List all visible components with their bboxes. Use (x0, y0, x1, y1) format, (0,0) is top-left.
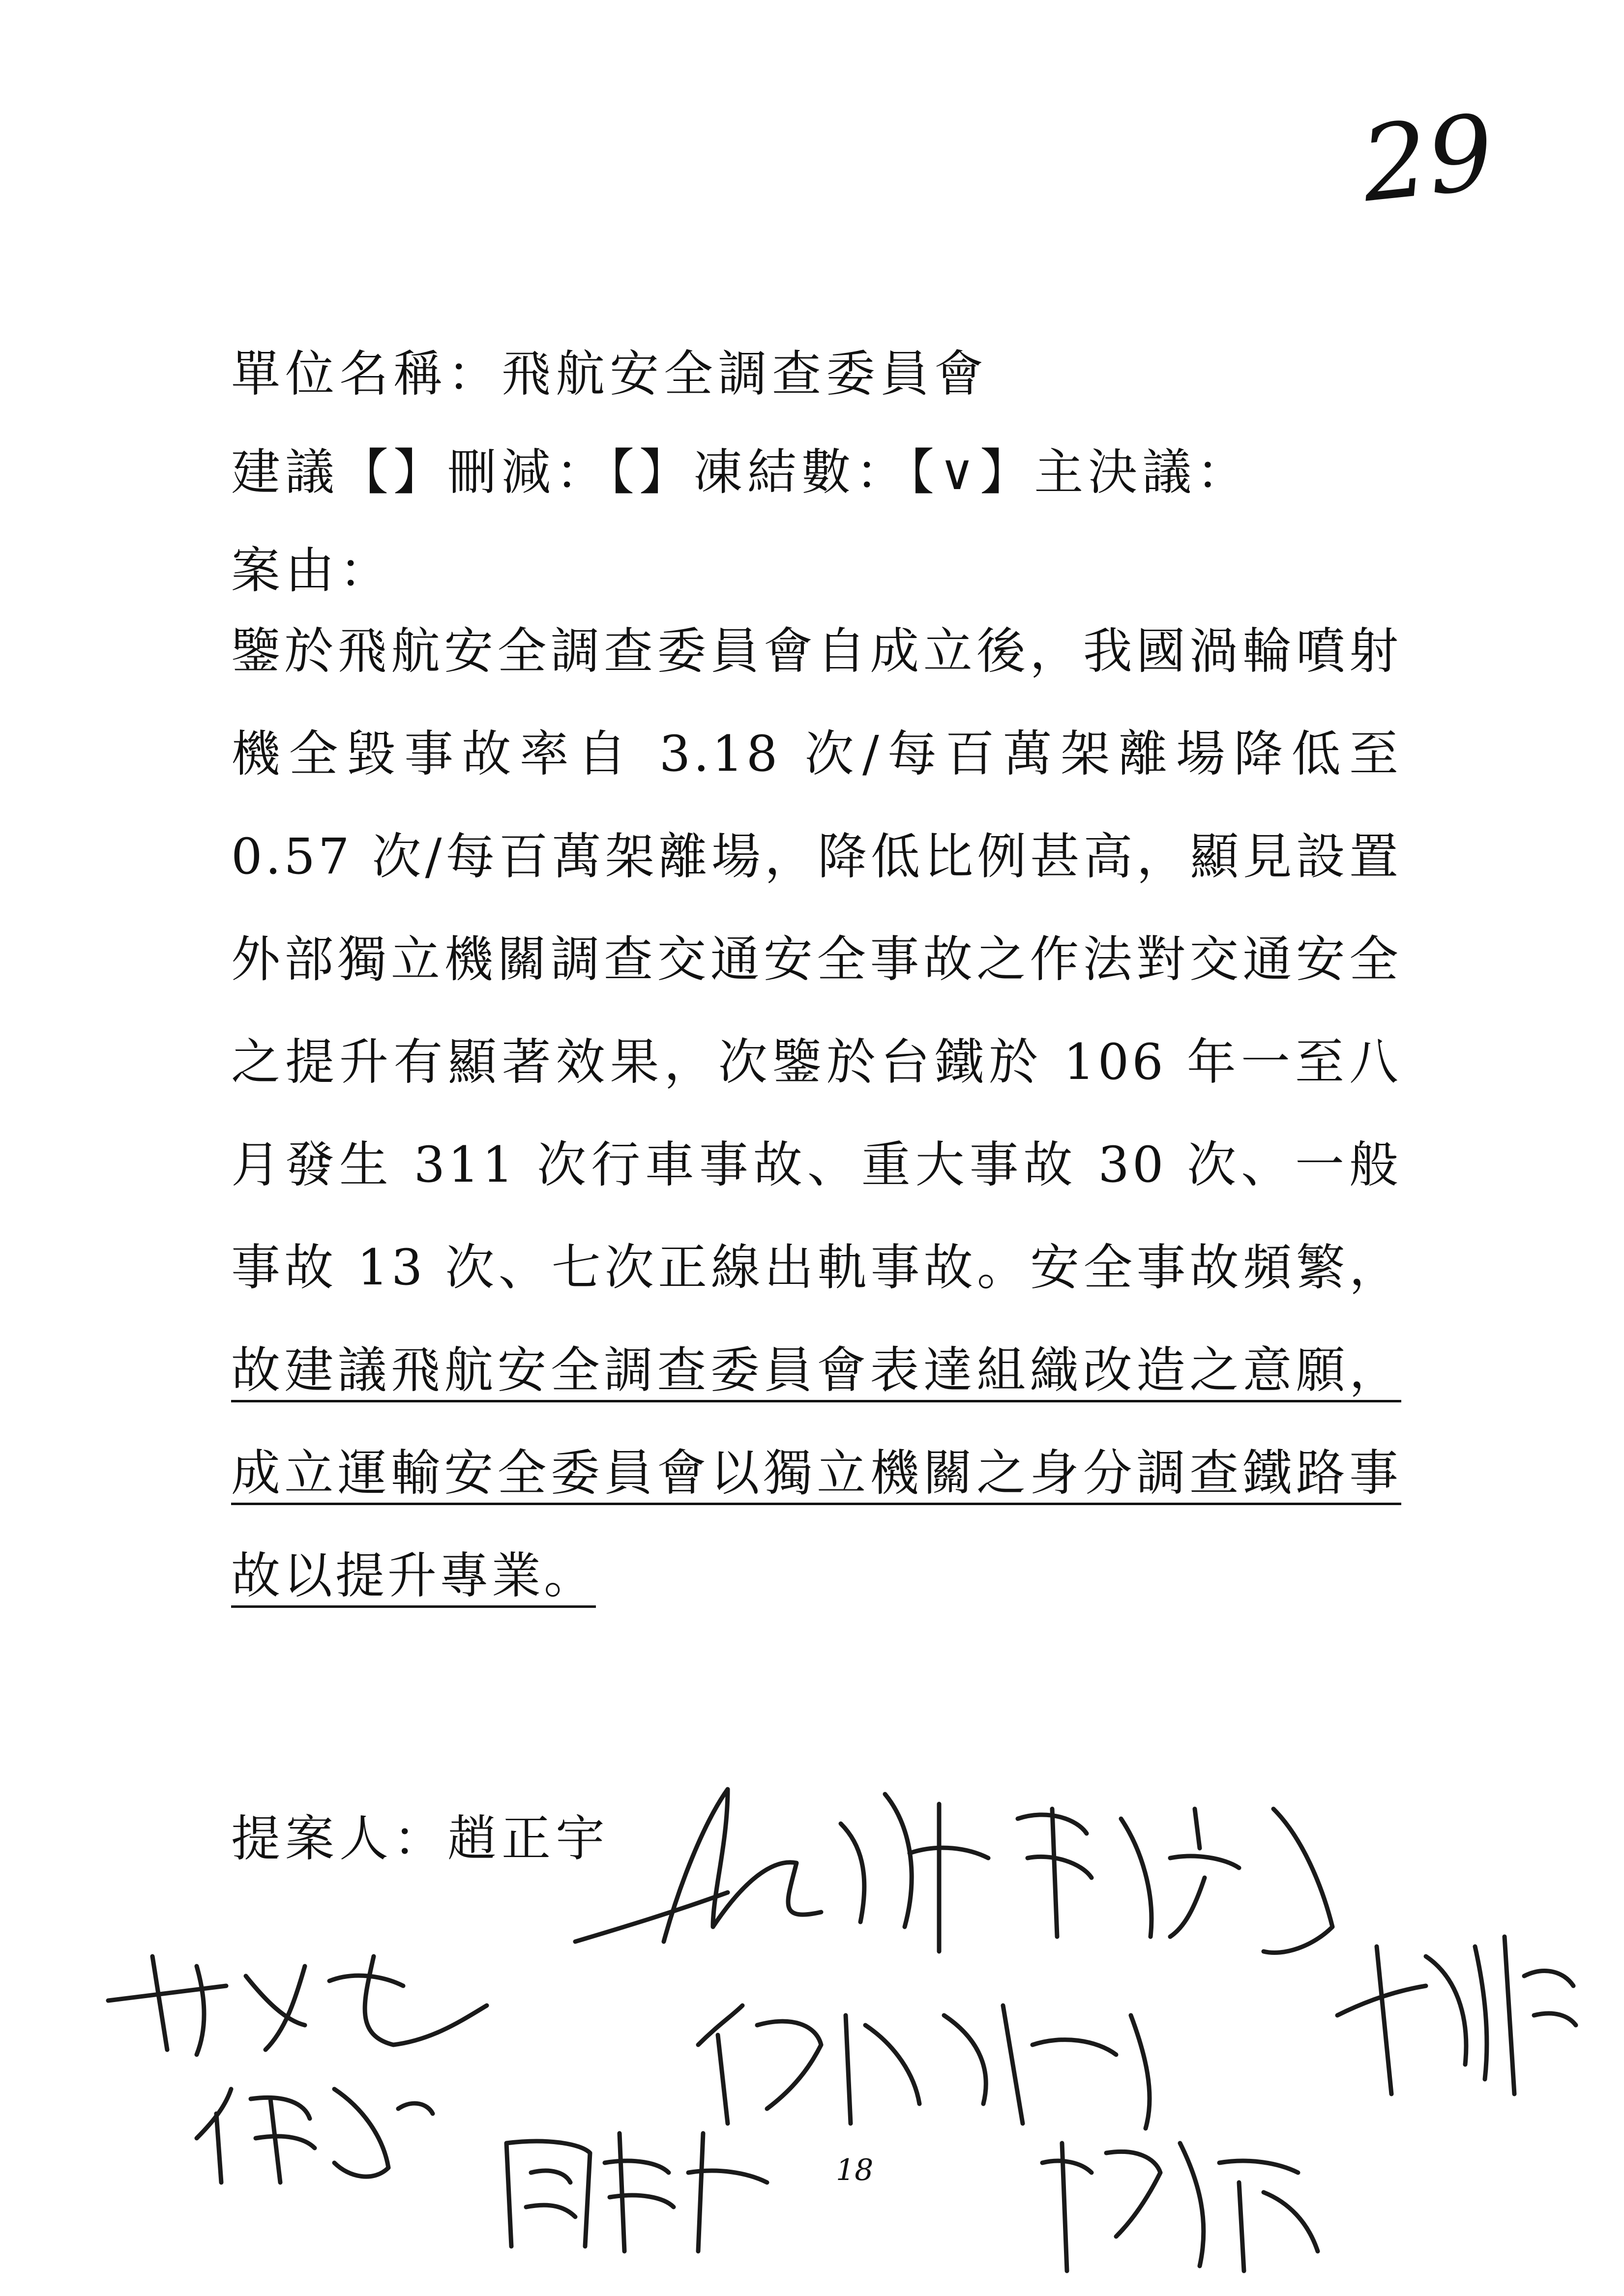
body-underlined-text: 故建議飛航安全調查委員會表達組織改造之意願，成立運輸安全委員會以獨立機關之身分調查鐵路事故以提升專業。 (231, 1341, 1401, 1604)
page-number: 29 (1356, 91, 1500, 226)
signature-2 (1008, 1779, 1352, 1966)
reason-label: 案由： (231, 542, 393, 599)
proposal-body (231, 600, 1401, 1627)
signature-note: 18 (836, 2153, 874, 2187)
signature-3 (98, 1947, 502, 2060)
signature-7 (492, 2114, 787, 2256)
proposer-line: 提案人：趙正宇 (231, 1810, 610, 1867)
unit-name: 單位名稱：飛航安全調查委員會 (231, 345, 988, 403)
body-text: 鑒於飛航安全調查委員會自成立後，我國渦輪噴射機全毀事故率自 3.18 次/每百萬架離場降低至 0.57 次/每百萬架離場，降低比例甚高，顯見設置外部獨立機關調查交通安全事故之作法對交通安全之提升有顯著效果，次鑒於台鐵於 106 年一至八月發生 311 次行車事故、重大事故 30 次、一般事故 13 次、七次正線出軌事故。安全事故頻繁， (231, 622, 1401, 1296)
signature-8 (1033, 2123, 1328, 2281)
signature-1 (565, 1765, 1008, 1971)
signature-5 (688, 1986, 1180, 2133)
proposal-type-flags: 建議【】刪減：【】凍結數：【∨】主決議： (231, 443, 1251, 501)
signature-6 (1328, 1917, 1583, 2104)
signature-4 (187, 2069, 443, 2187)
